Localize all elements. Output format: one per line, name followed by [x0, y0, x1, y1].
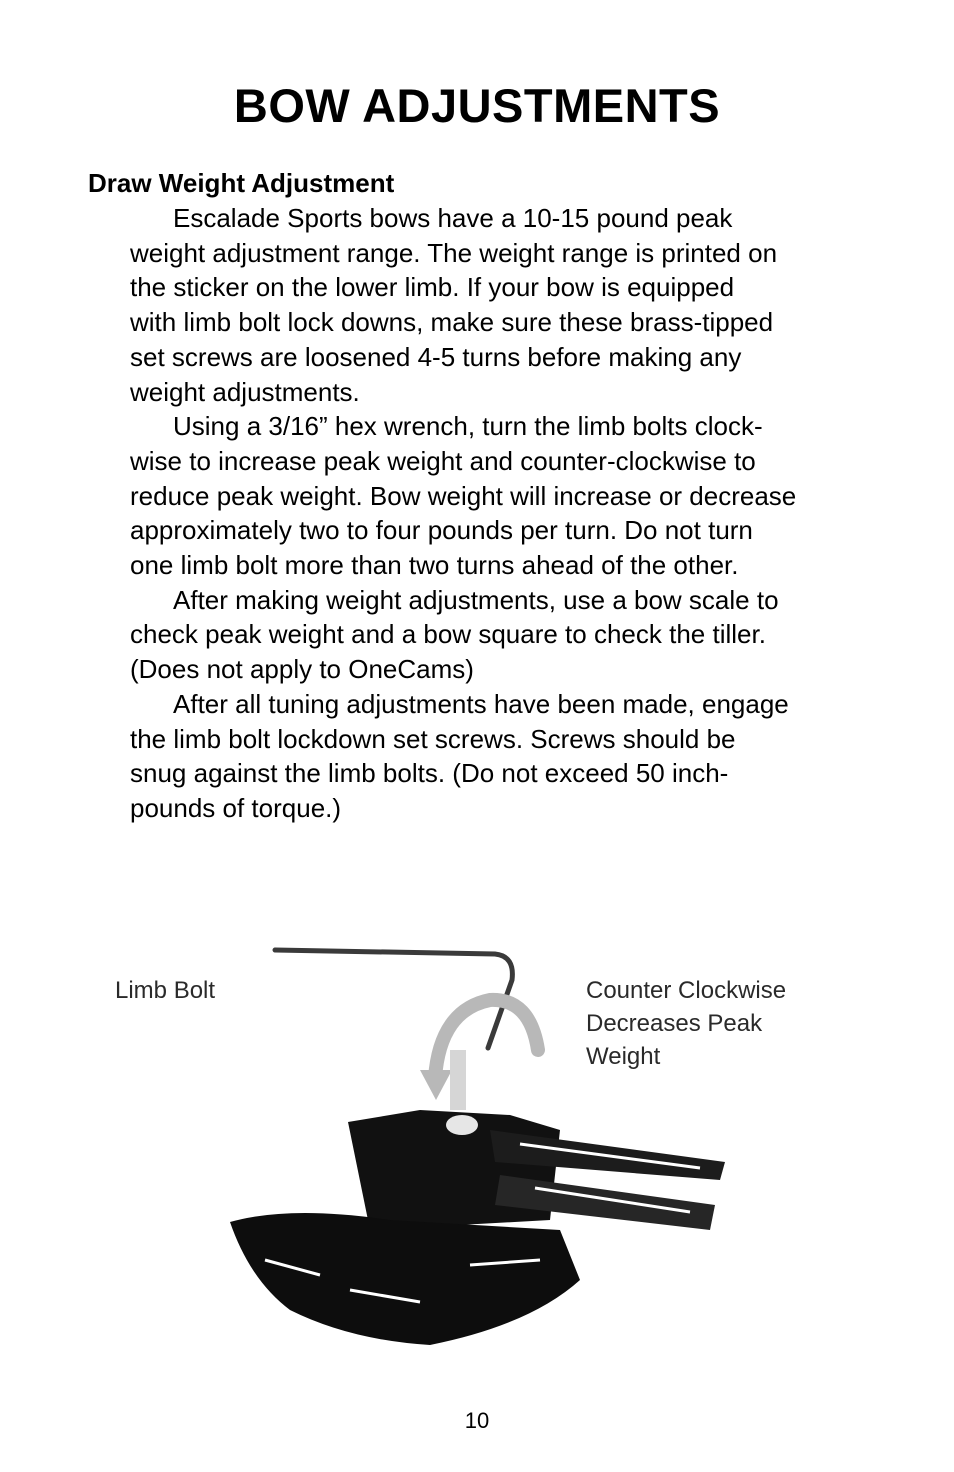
label-line: Decreases Peak	[586, 1010, 763, 1037]
limb-bolt-figure	[90, 930, 850, 1360]
text-line: the sticker on the lower limb. If your bow is equipped	[130, 272, 735, 303]
text-line: After making weight adjustments, use a bow scale to	[173, 584, 779, 615]
limb-bolt-head	[446, 1115, 478, 1135]
text-line: approximately two to four pounds per turn. Do not turn	[130, 515, 753, 546]
text-line: with limb bolt lock downs, make sure these brass-tipped	[130, 307, 774, 338]
text-line: the limb bolt lockdown set screws. Screws should be	[130, 723, 736, 754]
label-line: Counter Clockwise	[586, 977, 787, 1004]
text-line: set screws are loosened 4-5 turns before making any	[130, 341, 742, 372]
paragraph-lockdown	[130, 687, 870, 826]
text-line: pounds of torque.)	[130, 792, 342, 823]
text-line: weight adjustment range. The weight range is printed on	[130, 237, 778, 268]
page-number: 10	[464, 1408, 490, 1433]
label-line: Weight	[586, 1043, 661, 1070]
paragraph-weight-range	[130, 201, 870, 409]
counter-clockwise-label	[586, 974, 786, 1073]
limb-bolt-label: Limb Bolt	[115, 977, 216, 1004]
text-line: reduce peak weight. Bow weight will increase or decrease	[130, 480, 797, 511]
text-line: (Does not apply to OneCams)	[130, 654, 474, 685]
text-line: snug against the limb bolts. (Do not exceed 50 inch-	[130, 758, 729, 789]
text-line: check peak weight and a bow square to check the tiller.	[130, 619, 766, 650]
text-line: Using a 3/16” hex wrench, turn the limb bolts clock-	[173, 411, 763, 442]
page-title: BOW ADJUSTMENTS	[233, 79, 721, 132]
bow-grip	[230, 1213, 580, 1345]
limb-bolt-shaft	[450, 1050, 466, 1110]
text-line: one limb bolt more than two turns ahead of the other.	[130, 550, 739, 581]
text-line: wise to increase peak weight and counter-clockwise to	[130, 445, 756, 476]
lower-limb	[495, 1175, 715, 1230]
text-line: Escalade Sports bows have a 10-15 pound peak	[173, 203, 733, 233]
paragraph-hex-wrench	[130, 409, 870, 583]
arrow-head	[420, 1070, 452, 1100]
text-line: After all tuning adjustments have been made, engage	[173, 688, 789, 719]
paragraph-bow-scale	[130, 583, 870, 687]
section-heading: Draw Weight Adjustment	[88, 168, 395, 198]
body-text	[130, 201, 870, 826]
text-line: weight adjustments.	[130, 376, 360, 407]
